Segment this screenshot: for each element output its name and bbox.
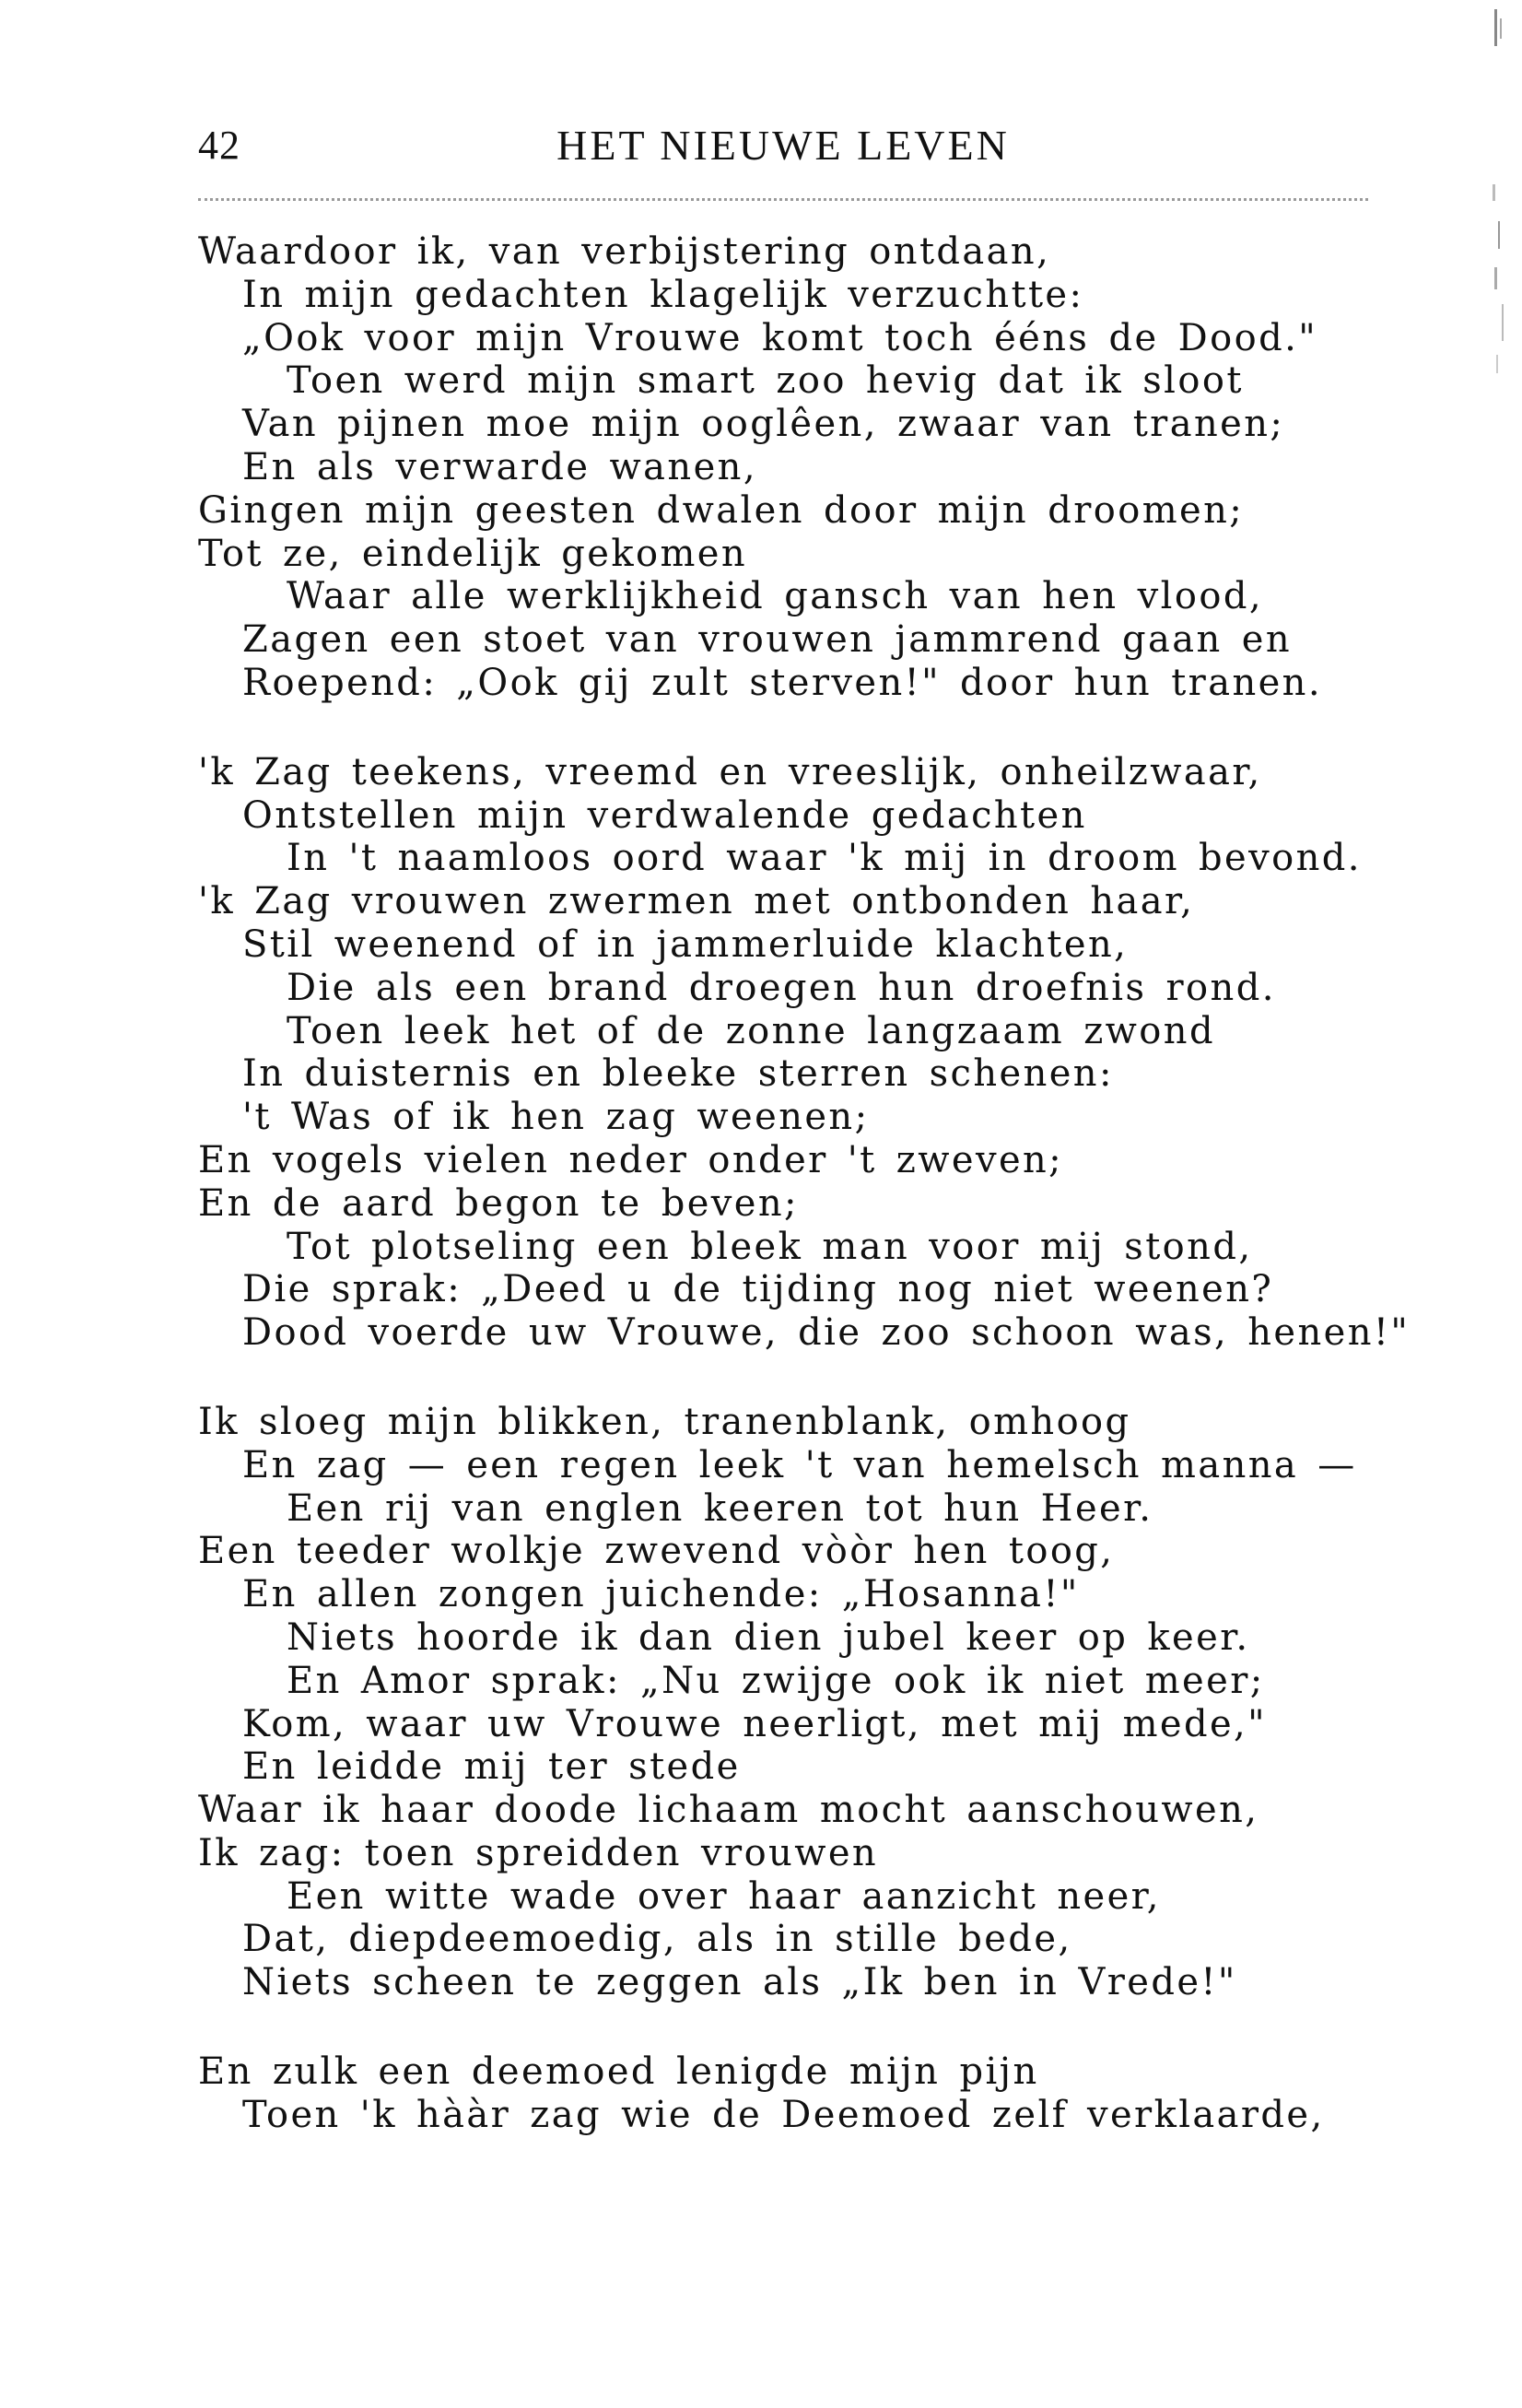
poem-line: Die sprak: „Deed u de tijding nog niet weenen?: [242, 1268, 1274, 1311]
stanza: [198, 1401, 1387, 2004]
stanza: [198, 230, 1387, 705]
poem-line: Een rij van englen keeren tot hun Heer.: [287, 1486, 1153, 1530]
poem-line: En als verwarde wanen,: [242, 445, 757, 488]
poem-line: Tot plotseling een bleek man voor mij stond,: [287, 1225, 1253, 1268]
poem-line: Ik zag: toen spreidden vrouwen: [198, 1831, 879, 1874]
poem-line: In 't naamloos oord waar 'k mij in droom bevond.: [287, 837, 1362, 880]
poem-line: 'k Zag vrouwen zwermen met ontbonden haar,: [198, 880, 1195, 923]
poem-line: Stil weenend of in jammerluide klachten,: [242, 922, 1129, 966]
poem-line: Kom, waar uw Vrouwe neerligt, met mij mede,": [242, 1702, 1267, 1745]
poem-line: En allen zongen juichende: „Hosanna!": [242, 1573, 1080, 1616]
poem-line: Zagen een stoet van vrouwen jammrend gaan en: [242, 618, 1293, 662]
poem-line: Die als een brand droegen hun droefnis rond.: [287, 966, 1276, 1009]
poem-line: Toen 'k hààr zag wie de Deemoed zelf verklaarde,: [242, 2093, 1325, 2136]
poem-line: Niets hoorde ik dan dien jubel keer op keer.: [287, 1615, 1250, 1659]
poem-line: Dat, diepdeemoedig, als in stille bede,: [242, 1918, 1072, 1961]
page-header: [198, 118, 1368, 182]
poem-line: 't Was of ik hen zag weenen;: [242, 1096, 870, 1139]
poem-line: In mijn gedachten klagelijk verzuchtte:: [242, 273, 1084, 316]
header-rule: [198, 198, 1368, 201]
poem-line: Niets scheen te zeggen als „Ik ben in Vrede!": [242, 1961, 1237, 2004]
poem-line: Ik sloeg mijn blikken, tranenblank, omhoog: [198, 1400, 1131, 1443]
poem: [198, 230, 1411, 2183]
poem-line: En leidde mij ter stede: [242, 1745, 741, 1789]
poem-line: Waardoor ik, van verbijstering ontdaan,: [198, 230, 1051, 273]
poem-line: Toen werd mijn smart zoo hevig dat ik sloot: [287, 359, 1244, 403]
poem-line: 'k Zag teekens, vreemd en vreeslijk, onheilzwaar,: [198, 750, 1262, 793]
poem-line: Een teeder wolkje zwevend vòòr hen toog,: [198, 1530, 1115, 1573]
poem-line: Waar alle werklijkheid gansch van hen vlood,: [287, 575, 1263, 618]
scan-margin-specks: [1467, 0, 1522, 387]
poem-line: En vogels vielen neder onder 't zweven;: [198, 1138, 1064, 1181]
stanza: [198, 2050, 1387, 2137]
poem-line: En de aard begon te beven;: [198, 1181, 799, 1225]
poem-line: Roepend: „Ook gij zult sterven!" door hun tranen.: [242, 661, 1322, 704]
poem-line: „Ook voor mijn Vrouwe komt toch ééns de Dood.": [242, 316, 1317, 359]
poem-line: Ontstellen mijn verdwalende gedachten: [242, 793, 1087, 837]
poem-line: Tot ze, eindelijk gekomen: [198, 532, 748, 575]
poem-line: En Amor sprak: „Nu zwijge ook ik niet meer;: [287, 1659, 1265, 1702]
poem-line: Toen leek het of de zonne langzaam zwond: [287, 1009, 1215, 1052]
poem-line: Van pijnen moe mijn ooglêen, zwaar van tranen;: [242, 403, 1285, 446]
poem-line: Gingen mijn geesten dwalen door mijn droomen;: [198, 488, 1245, 532]
poem-line: Dood voerde uw Vrouwe, die zoo schoon was, henen!": [242, 1311, 1411, 1355]
poem-line: En zulk een deemoed lenigde mijn pijn: [198, 2050, 1039, 2094]
poem-line: Een witte wade over haar aanzicht neer,: [287, 1874, 1161, 1918]
stanza: [198, 750, 1411, 1355]
poem-line: In duisternis en bleeke sterren schenen:: [242, 1052, 1114, 1096]
poem-line: En zag — een regen leek 't van hemelsch manna —: [242, 1443, 1357, 1486]
running-title: HET NIEUWE LEVEN: [556, 122, 1010, 169]
page-number: 42: [198, 123, 240, 168]
poem-line: Waar ik haar doode lichaam mocht aanschouwen,: [198, 1789, 1259, 1832]
